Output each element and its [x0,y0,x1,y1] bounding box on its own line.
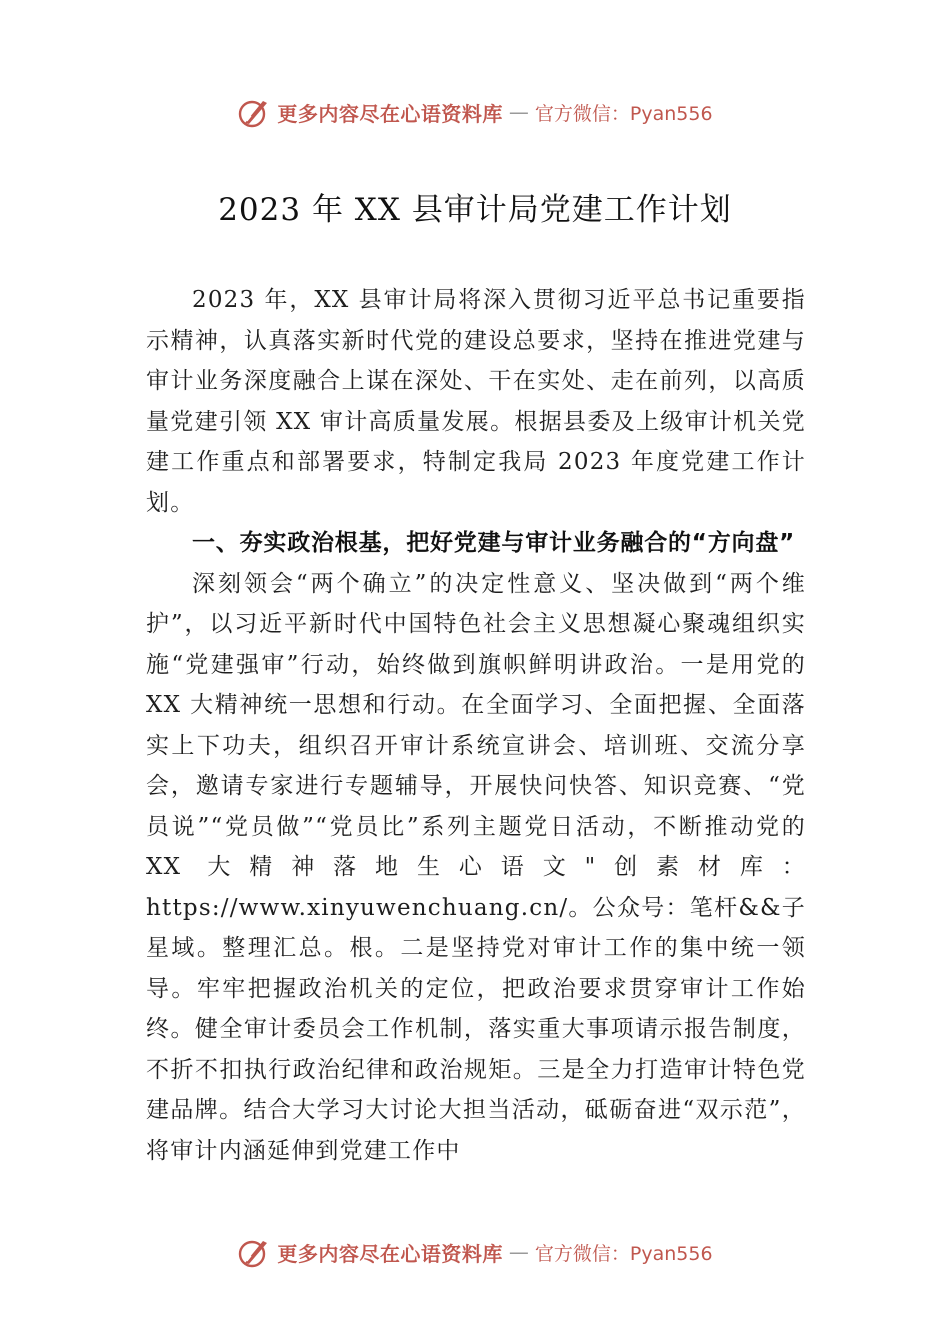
watermark-brand-text: 更多内容尽在心语资料库 [277,101,503,126]
quill-pen-logo-icon [237,1235,271,1269]
intro-paragraph: 2023 年，XX 县审计局将深入贯彻习近平总书记重要指示精神，认真落实新时代党的建设总要求，坚持在推进党建与审计业务深度融合上谋在深处、干在实处、走在前列，以高质量党建引领 XX 审计高质量发展。根据县委及上级审计机关党建工作重点和部署要求，特制定我局 2023 年度党建工作计划。 [146,287,806,516]
watermark-contact-text: 官方微信：Pyan556 [534,1242,713,1265]
document-body [146,280,806,1171]
watermark-contact-text: 官方微信：Pyan556 [534,102,713,125]
header-watermark [0,92,950,132]
watermark-separator: — [508,1240,529,1264]
watermark-brand-text: 更多内容尽在心语资料库 [277,1241,503,1266]
section-1-paragraph: 深刻领会“两个确立”的决定性意义、坚决做到“两个维护”，以习近平新时代中国特色社会主义思想凝心聚魂组织实施“党建强审”行动，始终做到旗帜鲜明讲政治。一是用党的 XX 大精神统一思想和行动。在全面学习、全面把握、全面落实上下功夫，组织召开审计系统宣讲会、培训班、交流分享会，邀请专家进行专题辅导，开展快问快答、知识竞赛、“党员说”“党员做”“党员比”系列主题党日活动，不断推动党的 XX 大精神落地生心语文"创素材库：https://www.xinyuwenchuang.cn/。公众号：笔杆&&子星域。整理汇总。根。二是坚持党对审计工作的集中统一领导。牢牢把握政治机关的定位，把政治要求贯穿审计工作始终。健全审计委员会工作机制，落实重大事项请示报告制度，不折不扣执行政治纪律和政治规矩。三是全力打造审计特色党建品牌。结合大学习大讨论大担当活动，砥砺奋进“双示范”，将审计内涵延伸到党建工作中 [146,570,806,1164]
section-1-heading: 一、夯实政治根基，把好党建与审计业务融合的“方向盘” [192,530,796,556]
footer-watermark [0,1232,950,1272]
watermark-separator: — [508,100,529,124]
quill-pen-logo-icon [237,95,271,129]
document-title: 2023 年 XX 县审计局党建工作计划 [218,192,732,228]
